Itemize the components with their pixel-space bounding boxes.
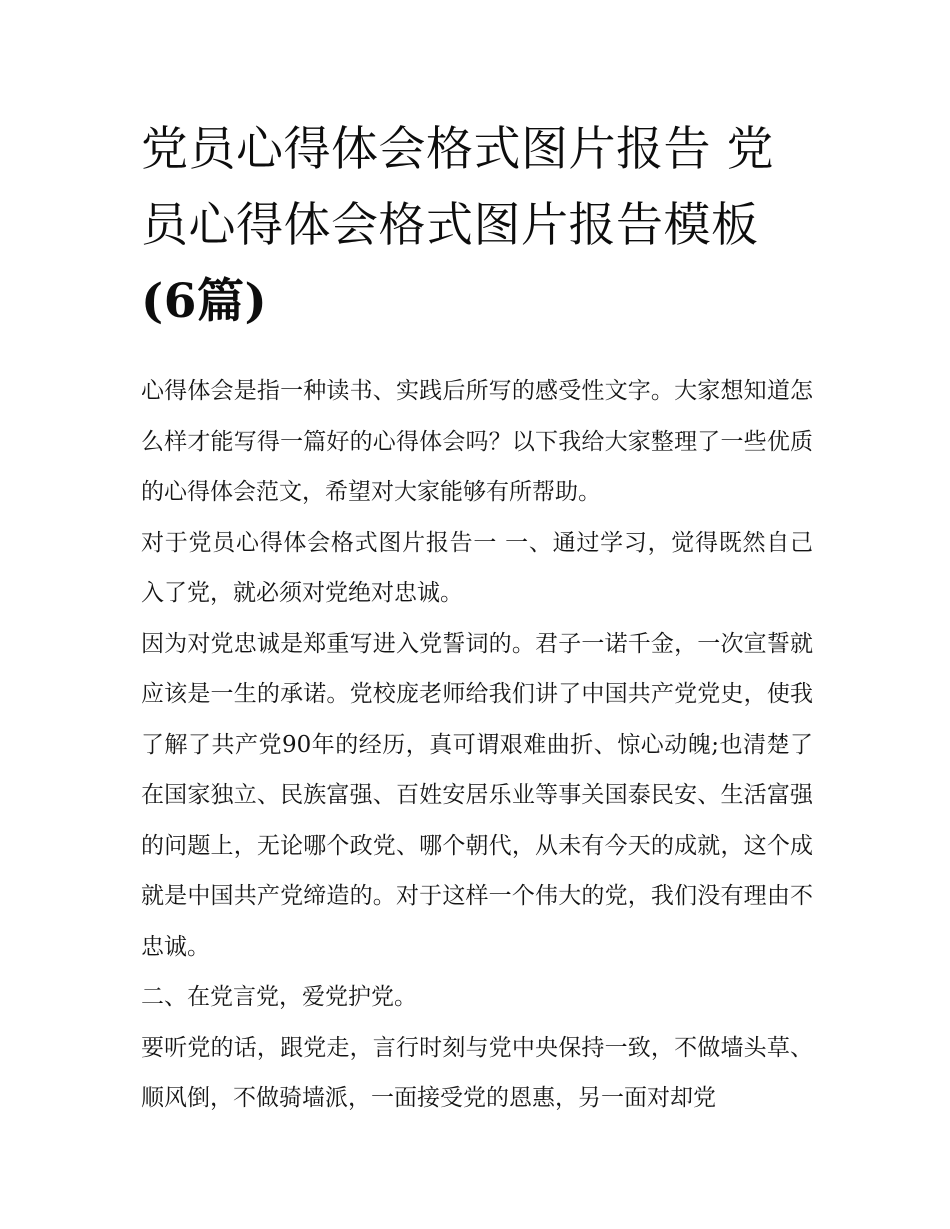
paragraph-loyalty: 因为对党忠诚是郑重写进入党誓词的。君子一诺千金，一次宣誓就应该是一生的承诺。党校庞老师给我们讲了中国共产党党史，使我了解了共产党90年的经历，真可谓艰难曲折、惊心动魄;也清楚了在国家独立、民族富强、百姓安居乐业等事关国泰民安、生活富强的问题上，无论哪个政党、哪个朝代，从未有今天的成就，这个成就是中国共产党缔造的。对于这样一个伟大的党，我们没有理由不忠诚。 [141,630,813,960]
paragraph-follow-party: 要听党的话，跟党走，言行时刻与党中央保持一致，不做墙头草、顺风倒，不做骑墙派，一面接受党的恩惠，另一面对却党 [141,1034,813,1111]
title-suffix-text: (6篇) [141,274,268,329]
paragraph-intro: 心得体会是指一种读书、实践后所写的感受性文字。大家想知道怎么样才能写得一篇好的心得体会吗？以下我给大家整理了一些优质的心得体会范文，希望对大家能够有所帮助。 [141,378,813,505]
document-title [141,112,813,340]
paragraph-section-two: 二、在党言党，爱党护党。 [141,984,417,1010]
title-main-text: 党员心得体会格式图片报告 党员心得体会格式图片报告模板 [141,122,774,253]
document-body [141,366,813,1124]
document-content [141,112,813,1124]
paragraph-section-one: 对于党员心得体会格式图片报告一 一、通过学习，觉得既然自己入了党，就必须对党绝对忠诚。 [141,529,813,606]
